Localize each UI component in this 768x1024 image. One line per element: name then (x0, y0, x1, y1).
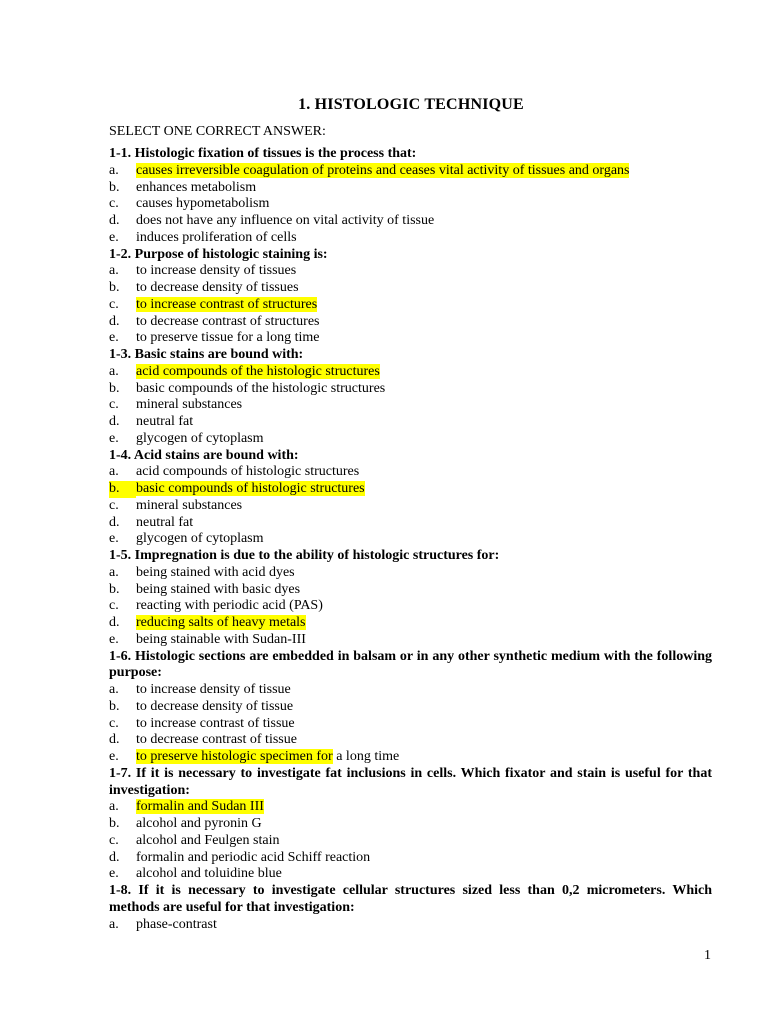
option-text (136, 850, 370, 867)
option-letter: a. (109, 464, 119, 480)
option-letter: d. (109, 514, 120, 530)
option-text (136, 196, 269, 213)
option-text-plain: alcohol and pyronin G (136, 816, 262, 831)
answer-option (109, 330, 712, 347)
option-text-plain: phase-contrast (136, 916, 217, 932)
option-letter: d. (109, 732, 120, 748)
highlighted-answer: to increase contrast of structures (136, 296, 318, 312)
option-letter: d. (109, 615, 120, 630)
option-text (136, 431, 264, 448)
option-letter: e. (109, 229, 119, 245)
option-text-plain: to increase contrast of tissue (136, 715, 295, 731)
answer-option (109, 850, 712, 867)
option-text (136, 163, 629, 180)
option-letter: b. (109, 698, 120, 714)
answer-option (109, 464, 712, 481)
answer-option (109, 314, 712, 331)
option-text (136, 917, 217, 934)
option-letter: d. (109, 414, 120, 429)
option-text (136, 716, 295, 733)
option-text-plain: acid compounds of histologic structures (136, 464, 360, 480)
answer-option (109, 732, 712, 749)
option-text-plain: causes hypometabolism (136, 196, 270, 212)
option-text (136, 531, 264, 548)
question-text: 1-1. Histologic fixation of tissues is the process that: (109, 146, 417, 161)
answer-option (109, 498, 712, 515)
option-text-plain: enhances metabolism (136, 179, 257, 195)
option-letter: e. (109, 531, 119, 547)
answer-option (109, 531, 712, 548)
page-title: 1. HISTOLOGIC TECHNIQUE (298, 96, 524, 113)
option-text (136, 230, 297, 247)
option-letter: a. (109, 263, 119, 279)
highlighted-answer: formalin and Sudan III (136, 799, 264, 815)
option-text (136, 364, 380, 381)
option-text (136, 263, 296, 280)
option-text-plain: to increase density of tissue (136, 682, 291, 697)
answer-option (109, 565, 712, 582)
answer-option (109, 749, 712, 766)
answer-option (109, 515, 712, 532)
answer-option (109, 716, 712, 733)
option-text (136, 180, 256, 197)
option-letter: d. (109, 313, 120, 329)
highlighted-answer: causes irreversible coagulation of proteins and ceases vital activity of tissues and organs (136, 162, 630, 178)
option-text-plain: alcohol and Feulgen stain (136, 832, 280, 848)
option-text (136, 280, 299, 297)
question-list (109, 146, 712, 933)
answer-option (109, 816, 712, 833)
option-letter: a. (109, 916, 119, 932)
option-letter: c. (109, 832, 119, 848)
option-letter: d. (109, 849, 120, 865)
question-text: 1-2. Purpose of histologic staining is: (109, 246, 328, 262)
answer-option (109, 230, 712, 247)
option-text-plain: glycogen of cytoplasm (136, 531, 264, 547)
answer-option (109, 414, 712, 431)
option-text-plain: neutral fat (136, 414, 194, 429)
option-letter: d. (109, 213, 120, 228)
option-text (136, 682, 291, 699)
highlighted-answer: acid compounds of the histologic structures (136, 363, 380, 379)
option-text-plain: a long time (332, 749, 400, 764)
answer-option (109, 632, 712, 649)
option-text (136, 699, 293, 716)
option-text-plain: to preserve tissue for a long time (136, 330, 320, 346)
answer-option (109, 397, 712, 414)
option-text-plain: mineral substances (136, 397, 243, 413)
option-text (136, 732, 297, 749)
option-letter: e. (109, 430, 119, 446)
option-letter: a. (109, 799, 119, 815)
answer-option (109, 297, 712, 314)
option-letter: e. (109, 330, 119, 346)
highlighted-answer: basic compounds of histologic structures (136, 481, 365, 496)
option-text (136, 833, 279, 850)
question-text: 1-6. Histologic sections are embedded in balsam or in any other synthetic medium with the following purpose: (109, 648, 712, 681)
option-letter: c. (109, 497, 119, 513)
answer-option (109, 917, 712, 934)
option-letter: b. (109, 481, 136, 498)
option-text-plain: neutral fat (136, 514, 194, 530)
answer-option (109, 381, 712, 398)
answer-option (109, 481, 712, 498)
answer-option (109, 263, 712, 280)
option-text (136, 565, 295, 582)
option-text-plain: does not have any influence on vital activity of tissue (136, 213, 435, 228)
option-text-plain: basic compounds of the histologic structures (136, 380, 386, 396)
option-letter: a. (109, 682, 119, 697)
option-text (136, 213, 434, 230)
answer-option (109, 180, 712, 197)
answer-option (109, 196, 712, 213)
option-text-plain: to decrease contrast of tissue (136, 732, 297, 748)
page-number: 1 (704, 948, 711, 963)
answer-option (109, 682, 712, 699)
answer-option (109, 431, 712, 448)
option-text (136, 397, 242, 414)
option-letter: c. (109, 196, 119, 212)
option-letter: c. (109, 397, 119, 413)
option-text-plain: glycogen of cytoplasm (136, 430, 264, 446)
option-letter: b. (109, 380, 120, 396)
option-text-plain: to decrease density of tissues (136, 280, 299, 295)
instruction-text: SELECT ONE CORRECT ANSWER: (109, 124, 326, 139)
option-text (136, 314, 319, 331)
highlighted-answer: to preserve histologic specimen for (136, 749, 333, 764)
option-text (136, 816, 262, 833)
answer-option (109, 280, 712, 297)
option-text (136, 749, 399, 766)
answer-option (109, 364, 712, 381)
option-text-plain: being stained with acid dyes (136, 564, 295, 580)
highlighted-answer: reducing salts of heavy metals (136, 615, 306, 630)
option-letter: c. (109, 598, 119, 614)
question-text: 1-5. Impregnation is due to the ability of histologic structures for: (109, 548, 500, 563)
option-letter: b. (109, 816, 120, 831)
option-text-plain: mineral substances (136, 497, 243, 513)
answer-option (109, 699, 712, 716)
option-text (136, 615, 306, 632)
answer-option (109, 799, 712, 816)
option-letter: e. (109, 631, 119, 647)
option-text-plain: to decrease density of tissue (136, 698, 294, 714)
option-text-plain: being stainable with Sudan-III (136, 631, 306, 647)
option-text (136, 498, 242, 515)
question-text: 1-7. If it is necessary to investigate fat inclusions in cells. Which fixator and stain is useful for that investigation: (109, 765, 712, 798)
option-text (136, 464, 359, 481)
option-text (136, 582, 300, 599)
option-text-plain: induces proliferation of cells (136, 229, 297, 245)
option-letter: b. (109, 280, 120, 295)
answer-option (109, 213, 712, 230)
option-text-plain: to decrease contrast of structures (136, 313, 320, 329)
option-text (136, 598, 323, 615)
option-text-plain: being stained with basic dyes (136, 581, 301, 597)
question-text: 1-3. Basic stains are bound with: (109, 347, 304, 362)
option-text (136, 866, 282, 883)
option-text-plain: formalin and periodic acid Schiff reaction (136, 849, 371, 865)
option-text-plain: alcohol and toluidine blue (136, 866, 282, 882)
option-text-plain: to increase density of tissues (136, 263, 297, 279)
option-letter: b. (109, 581, 120, 597)
question-text: 1-4. Acid stains are bound with: (109, 447, 299, 463)
option-text (136, 381, 385, 398)
option-text (136, 515, 193, 532)
option-letter: c. (109, 296, 119, 312)
option-letter: a. (109, 363, 119, 379)
option-text (136, 481, 365, 498)
option-letter: a. (109, 162, 119, 178)
option-text (136, 414, 193, 431)
answer-option (109, 598, 712, 615)
option-text (136, 632, 306, 649)
option-letter: a. (109, 564, 119, 580)
answer-option (109, 615, 712, 632)
answer-option (109, 163, 712, 180)
option-letter: c. (109, 715, 119, 731)
option-text-plain: reacting with periodic acid (PAS) (136, 598, 323, 614)
question-text: 1-8. If it is necessary to investigate cellular structures sized less than 0,2 micrometers. Which methods are useful for that investigation: (109, 883, 712, 915)
option-letter: b. (109, 179, 120, 195)
option-text (136, 330, 320, 347)
option-letter: e. (109, 866, 119, 882)
answer-option (109, 582, 712, 599)
answer-option (109, 833, 712, 850)
answer-option (109, 866, 712, 883)
option-letter: e. (109, 749, 119, 764)
option-text (136, 799, 264, 816)
option-text (136, 297, 317, 314)
